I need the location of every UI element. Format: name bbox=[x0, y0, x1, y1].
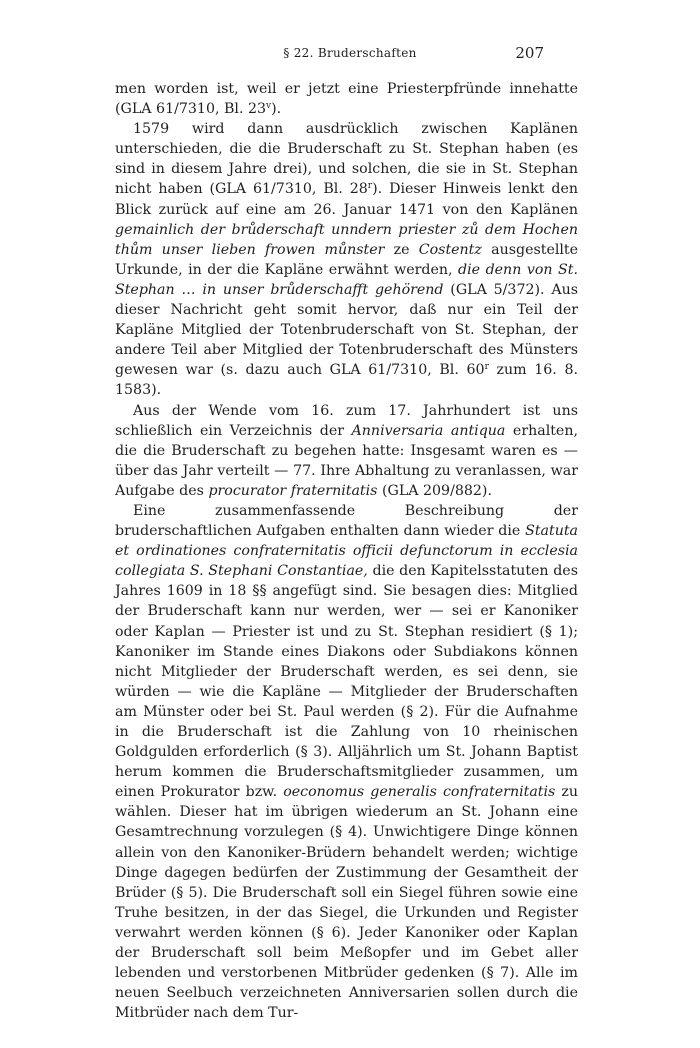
page-number: 207 bbox=[515, 44, 544, 62]
text-run: erhalten, die die Bruderschaft zu begehen hatte: Insgesamt waren es — über das Jahr verteilt — 77. Ihre Abhaltung zu veranlassen, war Aufgabe des bbox=[115, 422, 578, 499]
folio-superscript: r bbox=[484, 362, 489, 373]
text-run: Aus der Wende vom 16. zum 17. Jahrhundert ist uns schließlich ein Verzeichnis der bbox=[115, 402, 578, 439]
text-run: ze bbox=[384, 241, 419, 258]
running-head bbox=[0, 46, 700, 66]
italic-quote: Costentz bbox=[418, 241, 482, 258]
italic-quote: Statuta et ordinationes confraternitatis officii defunctorum in ecclesia collegiata S. Stephani Constantiae, bbox=[115, 523, 578, 580]
text-run: men worden ist, weil er jetzt eine Priesterpfründe innehatte (GLA 61/7310, Bl. 23 bbox=[115, 81, 578, 118]
text-run: die den Kapitelsstatuten des Jahres 1609 in 18 §§ angefügt sind. Sie besagen dies: Mitglied der Bruderschaft kann nur werden, wer — sei er Kanoniker oder Kaplan — Priester ist und zu St. Stephan residiert (§ 1); Kanoniker im Stande eines Diakons oder Subdiakons können nicht Mitglieder der Bruderschaft werden, es sei denn, sie würden — wie die Kapläne — Mitglieder der Bruderschaften am Münster oder bei St. Paul werden (§ 2). Für die Aufnahme in die Bruderschaft ist die Zahlung von 10 rheinischen Goldgulden erforderlich (§ 3). Alljährlich um St. Johann Baptist herum kommen die Bruderschaftsmitglieder zusammen, um einen Prokurator bzw. bbox=[115, 563, 578, 801]
text-run: ausgestellte Urkunde, in der die Kapläne erwähnt werden, bbox=[115, 241, 579, 278]
text-run: Eine zusammenfassende Beschreibung der bruderschaftlichen Aufgaben enthalten dann wieder die bbox=[115, 502, 578, 540]
italic-quote: oeconomus generalis confraternitatis bbox=[283, 784, 556, 801]
text-run: 1579 wird dann ausdrücklich zwischen Kaplänen unterschieden, die die Bruderschaft zu St. Stephan haben (es sind in diesem Jahre drei), und solchen, die sie in St. Stephan nicht haben (GLA 61/7310, Bl. 28 bbox=[115, 121, 578, 198]
text-run: zu wählen. Dieser hat im übrigen wiederum an St. Johann eine Gesamtrechnung vorzulegen (§ 4). Unwichtigere Dinge können allein von den Kanoniker-Brüdern behandelt werden; wichtige Dinge dagegen bedürfen der Zustimmung der Gesamtheit der Brüder (§ 5). Die Bruderschaft soll ein Siegel führen sowie eine Truhe besitzen, in der das Siegel, die Urkunden und Register verwahrt werden können (§ 6). Jeder Kanoniker oder Kaplan der Bruderschaft soll beim Meßopfer und im Gebet aller lebenden und verstorbenen Mitbrüder gedenken (§ 7). Alle im neuen Seelbuch verzeichneten Anniversarien sollen durch die Mitbrüder nach dem Tur- bbox=[115, 784, 579, 1022]
text-run: zum 16. 8. 1583). bbox=[115, 362, 578, 399]
text-run: ). Dieser Hinweis lenkt den Blick zurück auf eine am 26. Januar 1471 von den Kaplänen bbox=[115, 181, 578, 218]
paragraph-4 bbox=[115, 501, 578, 1023]
italic-quote: die denn von St. Stephan … in unser brůderschafft gehörend bbox=[115, 261, 578, 298]
header-title: § 22. Bruderschaften bbox=[283, 46, 417, 60]
folio-superscript: r bbox=[367, 181, 373, 192]
text-run: (GLA 5/372). Aus dieser Nachricht geht somit hervor, daß nur ein Teil der Kapläne Mitglied der Totenbruderschaft von St. Stephan, der andere Teil aber Mitglied der Totenbruderschaft des Münsters gewesen war (s. dazu auch GLA 61/7310, Bl. 60 bbox=[115, 281, 578, 379]
italic-quote: gemainlich der brůderschaft unndern priester zů dem Hochen thům unser lieben frowen můnster bbox=[115, 221, 578, 258]
paragraph-1 bbox=[115, 79, 578, 119]
folio-superscript: v bbox=[266, 101, 272, 112]
italic-quote: procurator fraternitatis bbox=[208, 482, 378, 499]
italic-quote: Anniversaria antiqua bbox=[351, 422, 506, 439]
paragraph-3 bbox=[115, 401, 578, 501]
text-run: ). bbox=[271, 101, 282, 118]
paragraph-2 bbox=[115, 119, 578, 400]
body-text bbox=[115, 79, 578, 1023]
text-run: (GLA 209/882). bbox=[377, 482, 492, 499]
